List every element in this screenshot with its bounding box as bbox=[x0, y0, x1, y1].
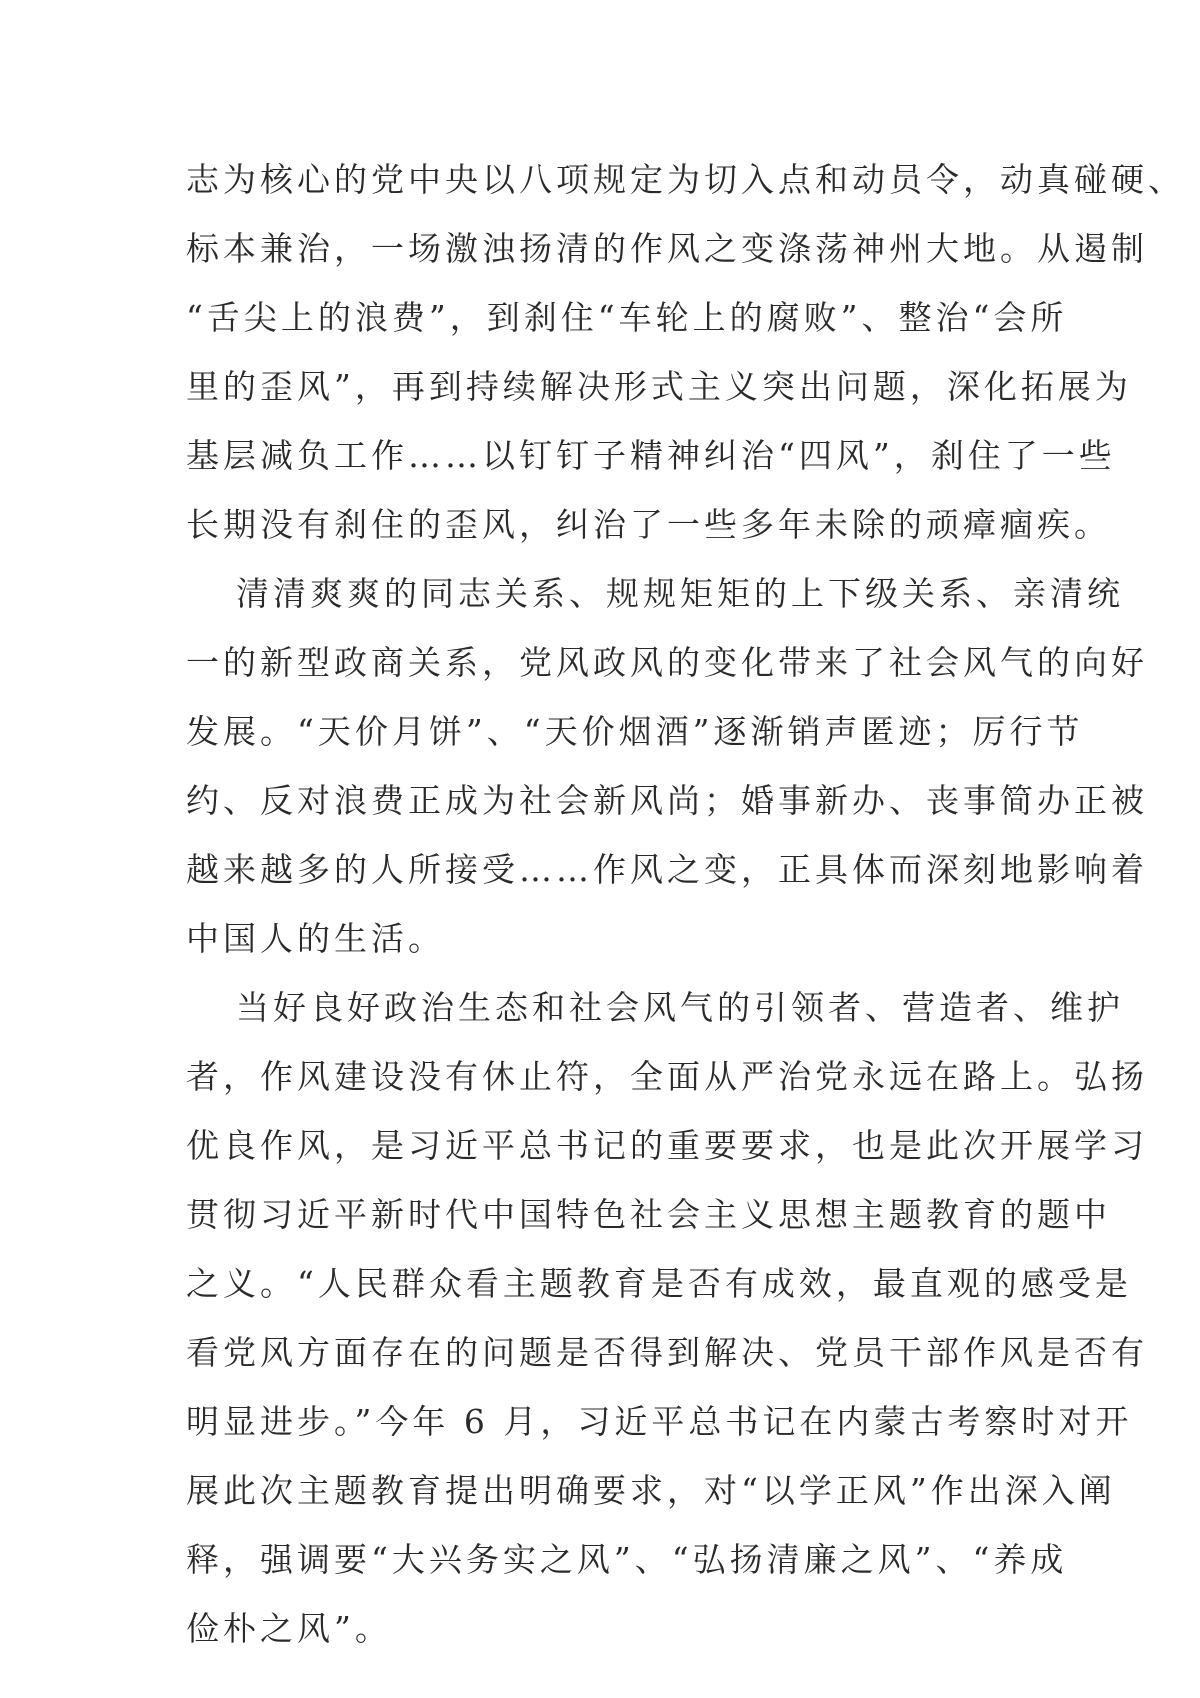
text-line: 者，作风建设没有休止符，全面从严治党永远在路上。弘扬 bbox=[186, 1057, 1148, 1096]
text-line: 约、反对浪费正成为社会新风尚；婚事新办、丧事简办正被 bbox=[186, 781, 1148, 820]
paragraph-2 bbox=[186, 572, 1148, 986]
text-line: 发展。“天价月饼”、“天价烟酒”逐渐销声匿迹；厉行节 bbox=[186, 712, 1084, 751]
text-line: 一的新型政商关系，党风政风的变化带来了社会风气的向好 bbox=[186, 643, 1148, 682]
text-line: 里的歪风”，再到持续解决形式主义突出问题，深化拓展为 bbox=[186, 367, 1132, 406]
text-line: 越来越多的人所接受……作风之变，正具体而深刻地影响着 bbox=[186, 850, 1148, 889]
text-line: 展此次主题教育提出明确要求，对“以学正风”作出深入阐 bbox=[186, 1471, 1116, 1510]
text-line: 清清爽爽的同志关系、规规矩矩的上下级关系、亲清统 bbox=[236, 574, 1124, 613]
text-line: 优良作风，是习近平总书记的重要要求，也是此次开展学习 bbox=[186, 1126, 1148, 1165]
text-line: 明显进步。”今年 6 月，习近平总书记在内蒙古考察时对开 bbox=[186, 1402, 1133, 1441]
text-line: “舌尖上的浪费”，到刹住“车轮上的腐败”、整治“会所 bbox=[186, 298, 1068, 337]
text-line: 看党风方面存在的问题是否得到解决、党员干部作风是否有 bbox=[186, 1333, 1148, 1372]
paragraph-1 bbox=[186, 158, 1185, 572]
text-line: 俭朴之风”。 bbox=[186, 1609, 392, 1648]
document-body bbox=[186, 158, 1185, 1676]
text-line: 之义。“人民群众看主题教育是否有成效，最直观的感受是 bbox=[186, 1264, 1132, 1303]
paragraph-3 bbox=[186, 986, 1148, 1676]
text-line: 释，强调要“大兴务实之风”、“弘扬清廉之风”、“养成 bbox=[186, 1540, 1068, 1579]
text-line: 标本兼治，一场激浊扬清的作风之变涤荡神州大地。从遏制 bbox=[186, 229, 1148, 268]
text-line: 志为核心的党中央以八项规定为切入点和动员令，动真碰硬、 bbox=[186, 160, 1185, 199]
text-line: 贯彻习近平新时代中国特色社会主义思想主题教育的题中 bbox=[186, 1195, 1111, 1234]
text-line: 长期没有刹住的歪风，纠治了一些多年未除的顽瘴痼疾。 bbox=[186, 505, 1111, 544]
text-line: 当好良好政治生态和社会风气的引领者、营造者、维护 bbox=[236, 988, 1124, 1027]
text-line: 中国人的生活。 bbox=[186, 919, 445, 958]
text-line: 基层减负工作……以钉钉子精神纠治“四风”，刹住了一些 bbox=[186, 436, 1116, 475]
